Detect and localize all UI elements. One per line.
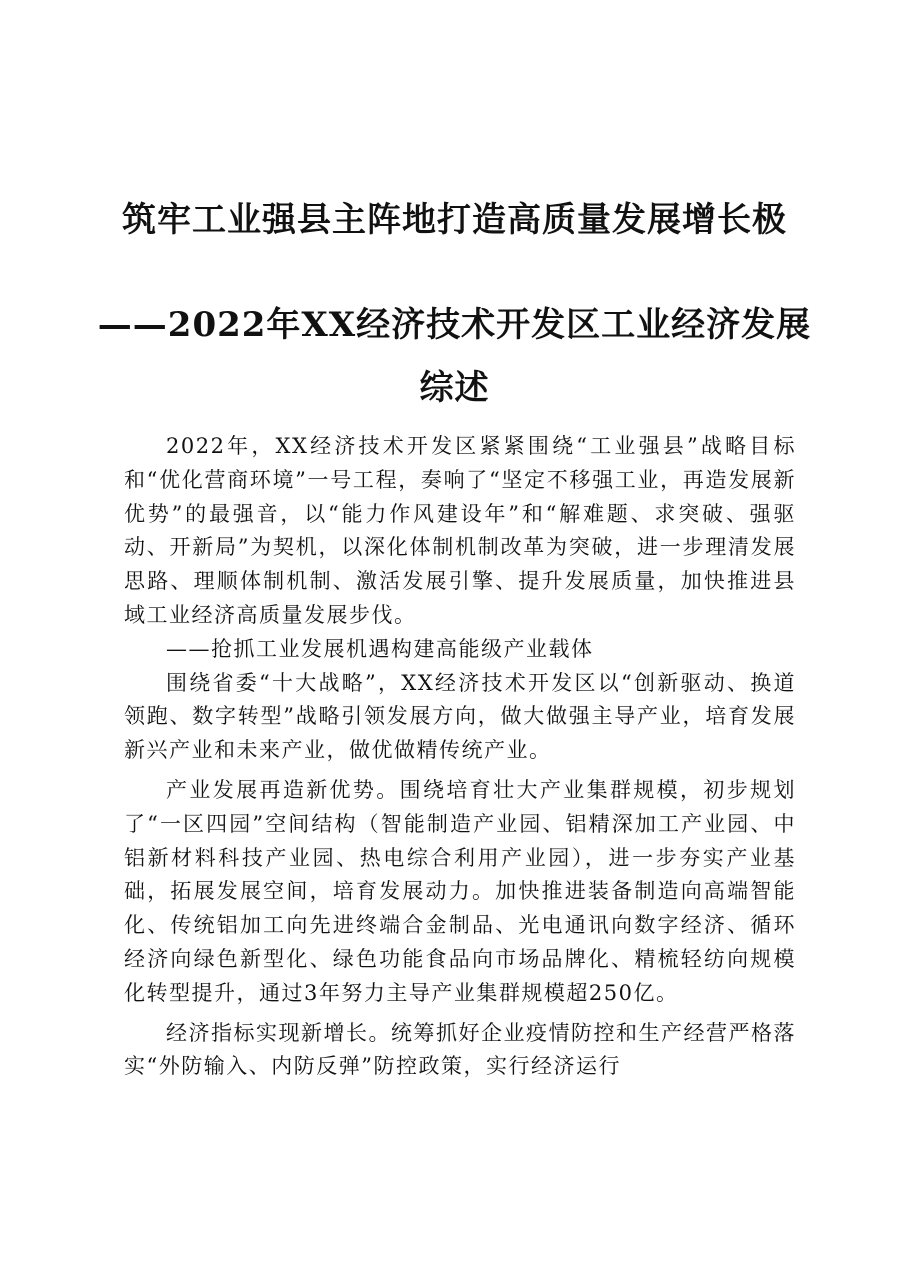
intro-paragraph: 2022年，XX经济技术开发区紧紧围绕“工业强县”战略目标和“优化营商环境”一号工程，奏响了“坚定不移强工业，再造发展新优势”的最强音，以“能力作风建设年”和“解难题、求突破、强驱动、开新局”为契机，以深化体制机制改革为突破，进一步理清发展思路、理顺体制机制、激活发展引擎、提升发展质量，加快推进县域工业经济高质量发展步伐。 [124,434,796,627]
section-heading: ——抢抓工业发展机遇构建高能级产业载体 [166,636,594,661]
section-intro-paragraph: 围绕省委“十大战略”，XX经济技术开发区以“创新驱动、换道领跑、数字转型”战略引领发展方向，做大做强主导产业，培育发展新兴产业和未来产业，做优做精传统产业。 [124,670,796,763]
document-subtitle-line-2: 综述 [419,368,490,408]
economy-paragraph: 经济指标实现新增长。统筹抓好企业疫情防控和生产经营严格落实“外防输入、内防反弹”防控政策，实行经济运行 [124,1020,796,1079]
document-title: 筑牢工业强县主阵地打造高质量发展增长极 [122,200,787,240]
industry-paragraph: 产业发展再造新优势。围绕培育壮大产业集群规模，初步规划了“一区四园”空间结构（智能制造产业园、铝精深加工产业园、中铝新材料科技产业园、热电综合利用产业园），进一步夯实产业基础，拓展发展空间，培育发展动力。加快推进装备制造向高端智能化、传统铝加工向先进终端合金制品、光电通讯向数字经济、循环经济向绿色新型化、绿色功能食品向市场品牌化、精梳轻纺向规模化转型提升，通过3年努力主导产业集群规模超250亿。 [124,777,796,1005]
document-body [124,430,796,1084]
document-subtitle-line-1: ——2022年XX经济技术开发区工业经济发展 [97,305,812,345]
